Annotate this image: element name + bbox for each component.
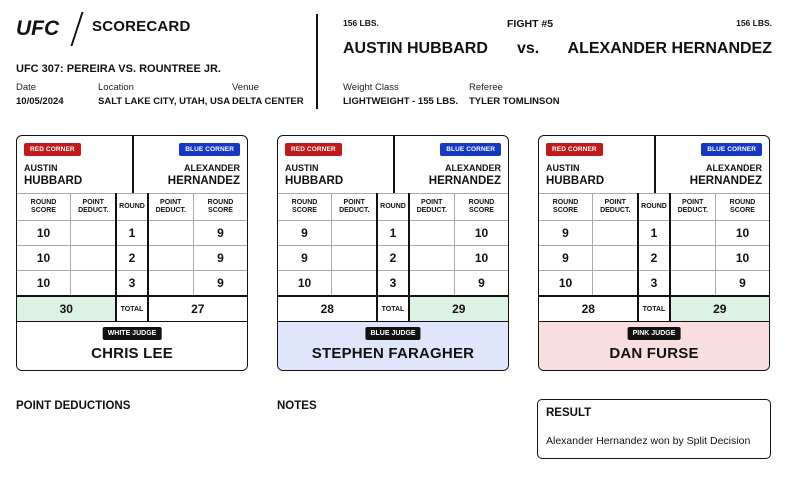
red-point-deduct-header: POINT DEDUCT. [331,194,377,221]
result-text: Alexander Hernandez won by Split Decision [546,435,751,447]
round-number: 3 [638,271,669,297]
blue-point-deduction [670,246,716,271]
red-round-score-header: ROUND SCORE [539,194,592,221]
round-row [539,221,769,246]
round-number: 1 [377,221,408,246]
red-point-deduction [70,271,116,297]
red-last-name: HUBBARD [546,175,605,187]
blue-total: 29 [670,296,770,322]
blue-point-deduct-header: POINT DEDUCT. [409,194,455,221]
result-heading: RESULT [546,407,592,419]
fighter-names-row [17,136,247,194]
ufc-logo: UFC [16,17,60,40]
total-label: TOTAL [377,296,408,322]
round-row [278,246,508,271]
blue-point-deduction [148,246,194,271]
blue-round-score-header: ROUND SCORE [194,194,248,221]
red-round-score: 10 [17,246,70,271]
fighter-names-row [278,136,508,194]
date-value: 10/05/2024 [16,96,64,107]
blue-point-deduction [409,221,455,246]
blue-round-score: 10 [455,246,509,271]
blue-first-name: ALEXANDER [444,163,501,173]
blue-point-deduct-header: POINT DEDUCT. [670,194,716,221]
red-corner-badge: RED CORNER [24,143,81,156]
notes-heading: NOTES [277,400,317,412]
round-number: 2 [116,246,147,271]
fight-number: FIGHT #5 [507,18,554,30]
blue-round-score: 9 [194,221,248,246]
red-round-score: 10 [17,271,70,297]
blue-point-deduct-header: POINT DEDUCT. [148,194,194,221]
total-label: TOTAL [116,296,147,322]
red-total: 28 [278,296,377,322]
round-number: 3 [116,271,147,297]
blue-round-score: 9 [455,271,509,297]
judge-section [539,321,769,371]
red-point-deduction [592,221,638,246]
blue-total: 27 [148,296,248,322]
red-point-deduct-header: POINT DEDUCT. [70,194,116,221]
round-row [539,271,769,297]
names-divider [654,136,656,193]
round-row [17,271,247,297]
round-number: 1 [638,221,669,246]
header-divider [316,14,318,109]
date-label: Date [16,82,37,93]
location-label: Location [98,82,134,93]
result-box [537,399,771,459]
blue-point-deduction [409,271,455,297]
vs-text: vs. [517,40,540,57]
judge-scorecard [16,135,248,371]
round-row [17,221,247,246]
blue-round-score-header: ROUND SCORE [455,194,509,221]
judge-badge: BLUE JUDGE [365,327,420,340]
judge-badge: WHITE JUDGE [103,327,162,340]
red-round-score: 10 [17,221,70,246]
red-point-deduction [70,246,116,271]
weight-class-label: Weight Class [343,82,399,93]
score-table [539,193,769,322]
logo-slash [70,12,83,46]
red-point-deduction [331,221,377,246]
round-row [539,246,769,271]
event-title: UFC 307: PEREIRA VS. ROUNTREE JR. [16,63,221,75]
score-header-row [17,194,247,221]
blue-corner-badge: BLUE CORNER [701,143,762,156]
blue-first-name: ALEXANDER [183,163,240,173]
blue-point-deduction [148,271,194,297]
blue-corner-badge: BLUE CORNER [440,143,501,156]
weight-class-value: LIGHTWEIGHT - 155 LBS. [343,96,459,107]
red-first-name: AUSTIN [24,163,58,173]
red-fighter-name: AUSTIN HUBBARD [343,40,488,57]
red-round-score: 9 [539,246,592,271]
blue-point-deduction [148,221,194,246]
red-round-score: 10 [539,271,592,297]
venue-label: Venue [232,82,259,93]
blue-round-score: 9 [194,271,248,297]
blue-last-name: HERNANDEZ [428,175,501,187]
blue-round-score: 10 [455,221,509,246]
red-point-deduction [331,246,377,271]
judge-section [17,321,247,371]
blue-point-deduction [670,221,716,246]
blue-point-deduction [409,246,455,271]
fighter-names-row [539,136,769,194]
red-last-name: HUBBARD [24,175,83,187]
blue-first-name: ALEXANDER [705,163,762,173]
judge-scorecard [277,135,509,371]
point-deductions-heading: POINT DEDUCTIONS [16,400,131,412]
red-round-score: 9 [278,221,331,246]
round-header: ROUND [116,194,147,221]
score-header-row [278,194,508,221]
red-round-score-header: ROUND SCORE [278,194,331,221]
total-row [278,296,508,322]
red-point-deduct-header: POINT DEDUCT. [592,194,638,221]
blue-fighter-name: ALEXANDER HERNANDEZ [567,40,772,57]
round-number: 3 [377,271,408,297]
round-number: 2 [377,246,408,271]
round-number: 2 [638,246,669,271]
total-label: TOTAL [638,296,669,322]
judge-section [278,321,508,371]
judge-name: DAN FURSE [609,345,699,362]
blue-round-score: 9 [194,246,248,271]
score-header-row [539,194,769,221]
judge-name: CHRIS LEE [91,345,173,362]
red-point-deduction [592,271,638,297]
round-row [278,221,508,246]
round-header: ROUND [638,194,669,221]
red-first-name: AUSTIN [546,163,580,173]
score-table [17,193,247,322]
blue-last-name: HERNANDEZ [689,175,762,187]
total-row [17,296,247,322]
red-weight: 156 LBS. [343,18,379,28]
red-last-name: HUBBARD [285,175,344,187]
red-round-score: 10 [278,271,331,297]
judge-badge: PINK JUDGE [628,327,681,340]
red-total: 28 [539,296,638,322]
blue-round-score: 10 [716,221,770,246]
names-divider [132,136,134,193]
red-point-deduction [331,271,377,297]
blue-point-deduction [670,271,716,297]
scorecard-title: SCORECARD [92,18,191,35]
total-row [539,296,769,322]
red-round-score-header: ROUND SCORE [17,194,70,221]
red-total: 30 [17,296,116,322]
blue-total: 29 [409,296,509,322]
round-row [278,271,508,297]
red-corner-badge: RED CORNER [285,143,342,156]
blue-weight: 156 LBS. [736,18,772,28]
venue-value: DELTA CENTER [232,96,304,107]
blue-round-score: 9 [716,271,770,297]
referee-value: TYLER TOMLINSON [469,96,560,107]
location-value: SALT LAKE CITY, UTAH, USA [98,96,231,107]
red-first-name: AUSTIN [285,163,319,173]
round-number: 1 [116,221,147,246]
red-point-deduction [592,246,638,271]
blue-round-score: 10 [716,246,770,271]
red-round-score: 9 [278,246,331,271]
blue-last-name: HERNANDEZ [167,175,240,187]
red-round-score: 9 [539,221,592,246]
score-table [278,193,508,322]
judge-scorecard [538,135,770,371]
blue-corner-badge: BLUE CORNER [179,143,240,156]
round-header: ROUND [377,194,408,221]
blue-round-score-header: ROUND SCORE [716,194,770,221]
judge-name: STEPHEN FARAGHER [311,345,475,362]
names-divider [393,136,395,193]
referee-label: Referee [469,82,503,93]
round-row [17,246,247,271]
red-corner-badge: RED CORNER [546,143,603,156]
red-point-deduction [70,221,116,246]
